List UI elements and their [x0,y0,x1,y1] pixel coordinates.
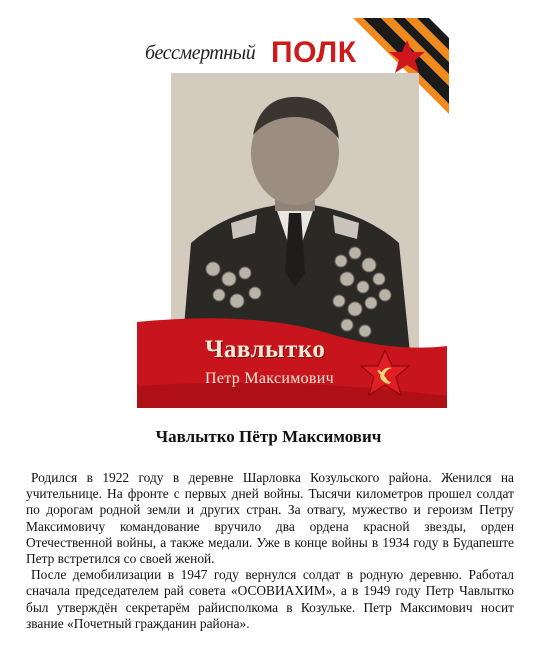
poster-name: Чавлытко [205,336,326,363]
bio-paragraph-2: После демобилизации в 1947 году вернулся солдат в родную деревню. Работал сначала председателем рай совета «ОСОВИАХИМ», а в 1949 году Петр Чавлытко был утверждён секретарём райисполкома в Козульке. Петр Максимович носит звание «Почетный гражданин района». [26,567,514,631]
red-star-icon [359,348,411,400]
logo-main-text: ПОЛК [271,36,357,69]
biography-text [26,470,514,632]
poster-patronymic: Петр Максимович [205,370,334,387]
memorial-poster [137,18,447,408]
page-title: Чавлытко Пётр Максимович [155,427,382,446]
logo-script-text: бессмертный [145,42,256,64]
bio-paragraph-1: Родился в 1922 году в деревне Шарловка Козульского района. Женился на учительнице. На фронте с первых дней войны. Тысячи километров прошел солдат по дорогам родной земли и других стран. За отвагу, мужество и героизм Петру Максимовичу командование вручило два ордена красной звезды, орден Отечественной войны, а также медали. Уже в конце войны в 1934 году в Будапеште Петр встретился со своей женой. [26,470,514,567]
